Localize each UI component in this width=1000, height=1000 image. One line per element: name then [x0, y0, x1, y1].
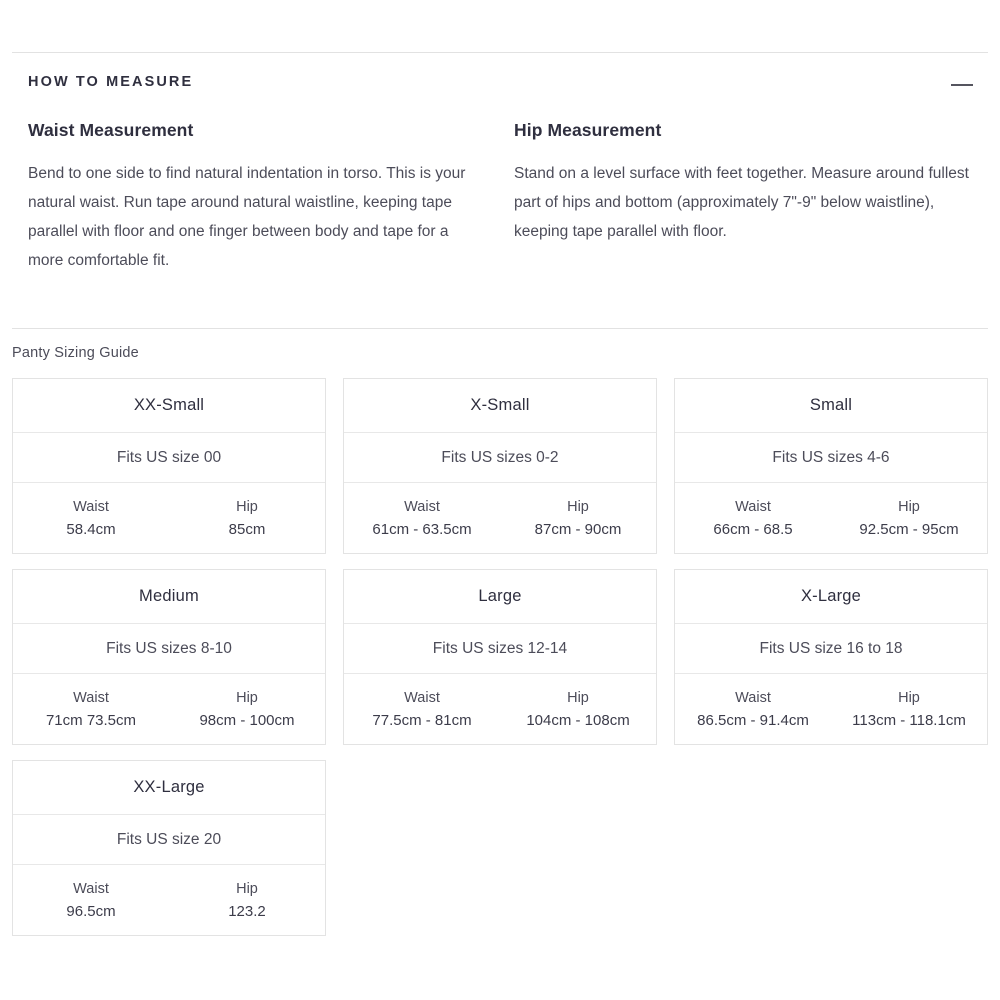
hip-value: 104cm - 108cm: [526, 711, 630, 729]
waist-measurement-column: [28, 120, 486, 275]
hip-value: 98cm - 100cm: [199, 711, 295, 729]
size-card-fits: Fits US sizes 12-14: [344, 624, 656, 674]
size-card: [674, 378, 988, 554]
hip-cell: [169, 483, 325, 553]
size-card: [343, 378, 657, 554]
waist-cell: [344, 483, 500, 553]
size-card: [12, 569, 326, 745]
sizing-guide-label: Panty Sizing Guide: [12, 345, 139, 361]
waist-label: Waist: [404, 689, 440, 706]
size-card-name: Medium: [13, 570, 325, 624]
page-title: HOW TO MEASURE: [28, 74, 194, 90]
size-card-name: X-Small: [344, 379, 656, 433]
size-card: [12, 378, 326, 554]
hip-value: 92.5cm - 95cm: [859, 520, 959, 538]
size-card-name: XX-Small: [13, 379, 325, 433]
size-card-fits: Fits US size 16 to 18: [675, 624, 987, 674]
size-card-fits: Fits US sizes 8-10: [13, 624, 325, 674]
waist-cell: [675, 483, 831, 553]
waist-value: 71cm 73.5cm: [45, 711, 137, 729]
size-card-name: Large: [344, 570, 656, 624]
hip-label: Hip: [898, 689, 920, 706]
hip-value: 113cm - 118.1cm: [852, 711, 966, 729]
waist-label: Waist: [735, 498, 771, 515]
size-card-measurements: [344, 483, 656, 553]
size-card-fits: Fits US sizes 0-2: [344, 433, 656, 483]
waist-value: 77.5cm - 81cm: [372, 711, 472, 729]
hip-label: Hip: [567, 689, 589, 706]
waist-value: 96.5cm: [66, 902, 116, 920]
hip-cell: [169, 674, 325, 744]
size-card-measurements: [13, 674, 325, 744]
waist-label: Waist: [73, 498, 109, 515]
waist-label: Waist: [735, 689, 771, 706]
waist-measurement-body: Bend to one side to find natural indentation in torso. This is your natural waist. Run tape around natural waistline, keeping tape parallel with floor and one finger between body and tape for a more comfortable fit.: [28, 165, 466, 269]
hip-cell: [831, 674, 987, 744]
size-card: [674, 569, 988, 745]
size-card-fits: Fits US size 20: [13, 815, 325, 865]
hip-measurement-column: [514, 120, 972, 275]
size-card: [343, 569, 657, 745]
size-card-name: XX-Large: [13, 761, 325, 815]
hip-label: Hip: [236, 689, 258, 706]
size-card-measurements: [13, 865, 325, 935]
divider-top: [12, 52, 988, 53]
waist-cell: [344, 674, 500, 744]
waist-label: Waist: [73, 689, 109, 706]
waist-cell: [675, 674, 831, 744]
size-card-fits: Fits US sizes 4-6: [675, 433, 987, 483]
divider-middle: [12, 328, 988, 329]
hip-measurement-body: Stand on a level surface with feet together. Measure around fullest part of hips and bottom (approximately 7"-9" below waistline), keeping tape parallel with floor.: [514, 165, 969, 240]
minus-icon: [951, 84, 973, 86]
hip-label: Hip: [898, 498, 920, 515]
waist-value: 61cm - 63.5cm: [372, 520, 472, 538]
size-card-measurements: [13, 483, 325, 553]
hip-cell: [500, 483, 656, 553]
hip-cell: [169, 865, 325, 935]
hip-label: Hip: [236, 498, 258, 515]
hip-label: Hip: [236, 880, 258, 897]
size-card: [12, 760, 326, 936]
size-card-fits: Fits US size 00: [13, 433, 325, 483]
hip-value: 85cm: [228, 520, 266, 538]
hip-label: Hip: [567, 498, 589, 515]
size-card-name: Small: [675, 379, 987, 433]
waist-label: Waist: [404, 498, 440, 515]
size-card-name: X-Large: [675, 570, 987, 624]
hip-cell: [831, 483, 987, 553]
waist-value: 86.5cm - 91.4cm: [697, 711, 809, 729]
size-card-measurements: [675, 483, 987, 553]
waist-cell: [13, 483, 169, 553]
size-card-measurements: [675, 674, 987, 744]
waist-value: 66cm - 68.5: [713, 520, 793, 538]
hip-value: 123.2: [228, 902, 266, 920]
hip-value: 87cm - 90cm: [534, 520, 622, 538]
hip-measurement-title: Hip Measurement: [514, 120, 662, 140]
size-card-measurements: [344, 674, 656, 744]
waist-cell: [13, 865, 169, 935]
waist-label: Waist: [73, 880, 109, 897]
hip-cell: [500, 674, 656, 744]
waist-measurement-title: Waist Measurement: [28, 120, 194, 140]
waist-value: 58.4cm: [66, 520, 116, 538]
size-card-grid: [12, 378, 988, 936]
collapse-section-button[interactable]: [948, 72, 976, 96]
how-to-measure-columns: [28, 120, 972, 275]
waist-cell: [13, 674, 169, 744]
